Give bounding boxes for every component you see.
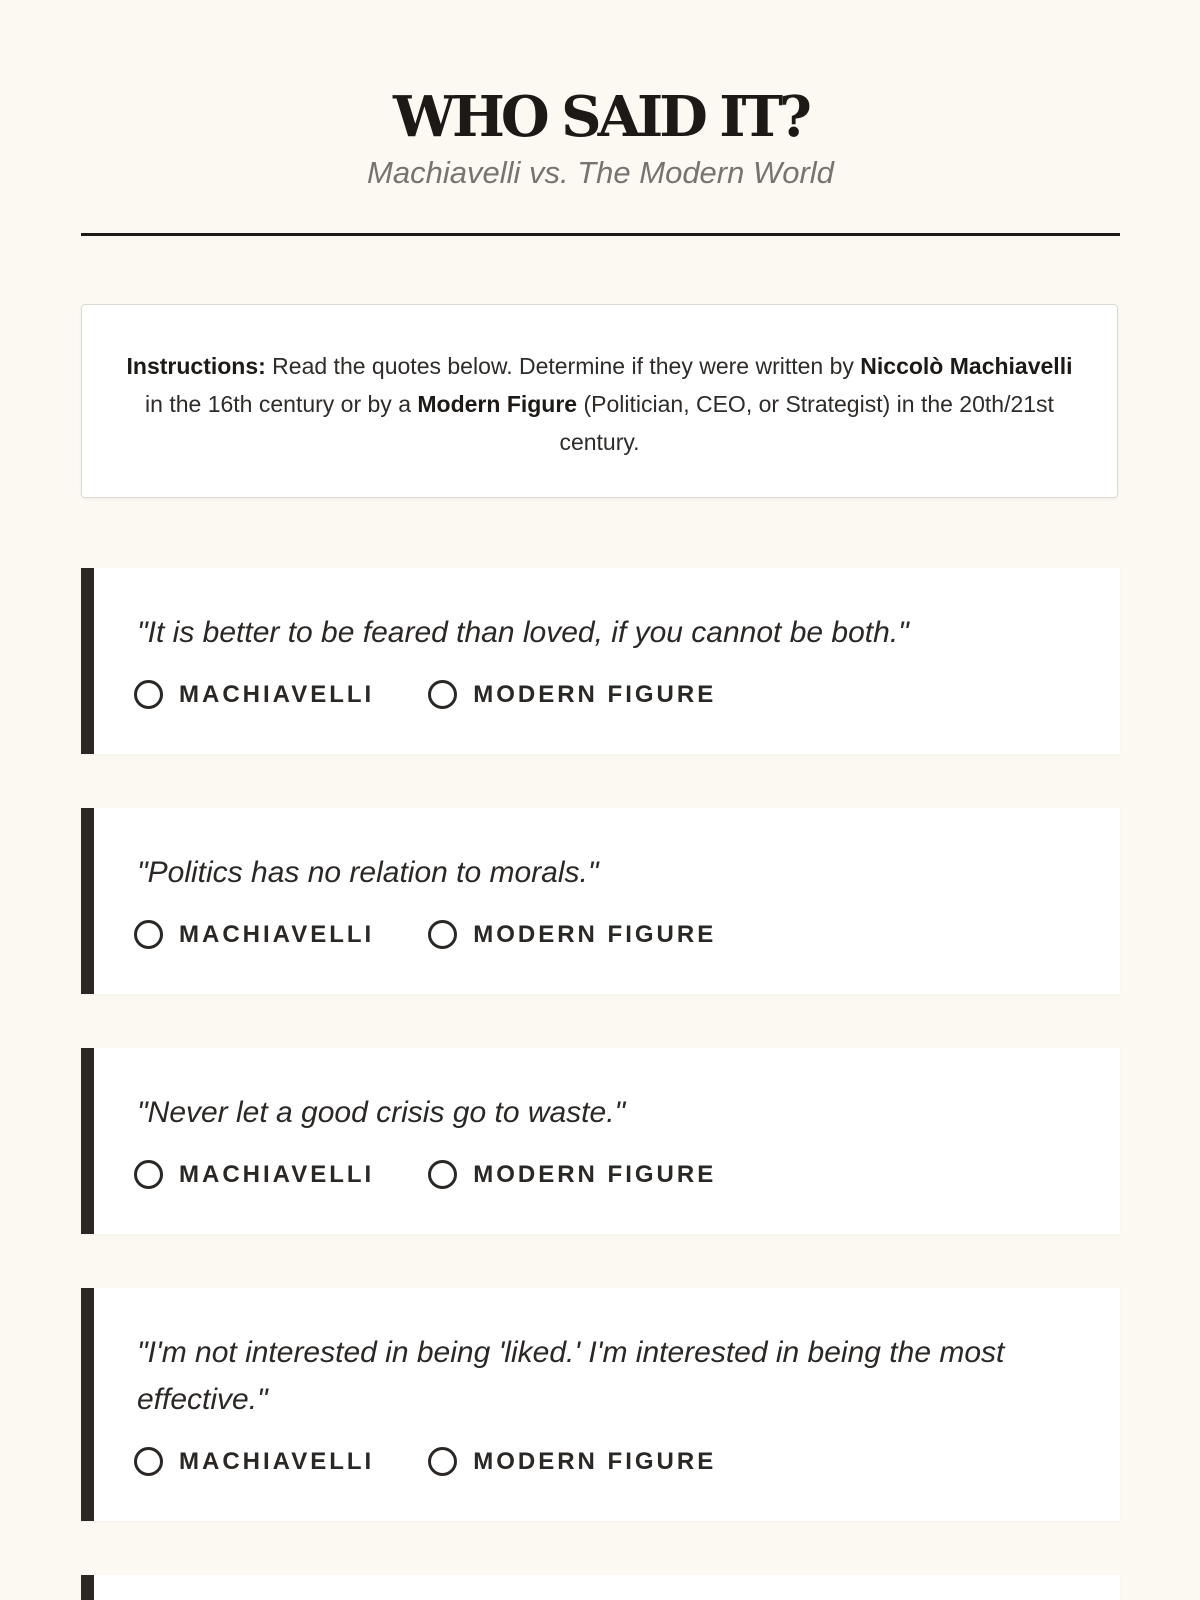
option-label: MACHIAVELLI [179,920,375,948]
quiz-page [81,0,1120,1475]
option-machiavelli[interactable] [134,920,374,949]
option-label: MODERN FIGURE [473,680,717,708]
option-modern-figure[interactable] [428,1447,716,1476]
instructions-name-modern: Modern Figure [417,391,578,417]
header [81,0,1120,192]
quote-card-3 [81,1048,1120,1234]
option-modern-figure[interactable] [428,920,716,949]
quote-text: "Politics has no relation to morals." [137,856,599,889]
option-label: MACHIAVELLI [179,680,375,708]
quote-card-5 [81,1575,1120,1600]
instructions-text-1: Read the quotes below. Determine if they were written by [265,353,861,379]
answer-options [134,920,716,949]
option-label: MACHIAVELLI [179,1447,375,1475]
page-title: WHO SAID IT? [393,84,808,150]
option-machiavelli[interactable] [134,1447,374,1476]
radio-button[interactable] [428,1447,457,1476]
option-machiavelli[interactable] [134,680,374,709]
radio-button[interactable] [428,680,457,709]
quote-card-1 [81,568,1120,754]
answer-options [134,680,716,709]
option-modern-figure[interactable] [428,1160,716,1189]
header-divider [81,233,1120,236]
option-label: MODERN FIGURE [473,1447,717,1475]
radio-button[interactable] [428,1160,457,1189]
quote-card-4 [81,1288,1120,1521]
option-modern-figure[interactable] [428,680,716,709]
option-label: MACHIAVELLI [179,1160,375,1188]
option-label: MODERN FIGURE [473,920,717,948]
quote-card-2 [81,808,1120,994]
answer-options [134,1160,716,1189]
radio-button[interactable] [134,680,163,709]
radio-button[interactable] [134,920,163,949]
quote-text: "I'm not interested in being 'liked.' I'm interested in being the most effective." [137,1336,1005,1416]
instructions-lead: Instructions: [126,353,266,379]
radio-button[interactable] [134,1447,163,1476]
quote-text: "Never let a good crisis go to waste." [137,1096,626,1129]
page-subtitle: Machiavelli vs. The Modern World [367,155,834,190]
instructions-name-machiavelli: Niccolò Machiavelli [860,353,1073,379]
quote-text: "It is better to be feared than loved, if you cannot be both." [137,616,909,649]
radio-button[interactable] [134,1160,163,1189]
instructions-box [81,304,1118,498]
instructions-text-3: (Politician, CEO, or Strategist) in the 20th/21st century. [559,391,1054,455]
instructions-text-2: in the 16th century or by a [145,391,418,417]
answer-options [134,1447,716,1476]
option-machiavelli[interactable] [134,1160,374,1189]
radio-button[interactable] [428,920,457,949]
option-label: MODERN FIGURE [473,1160,717,1188]
